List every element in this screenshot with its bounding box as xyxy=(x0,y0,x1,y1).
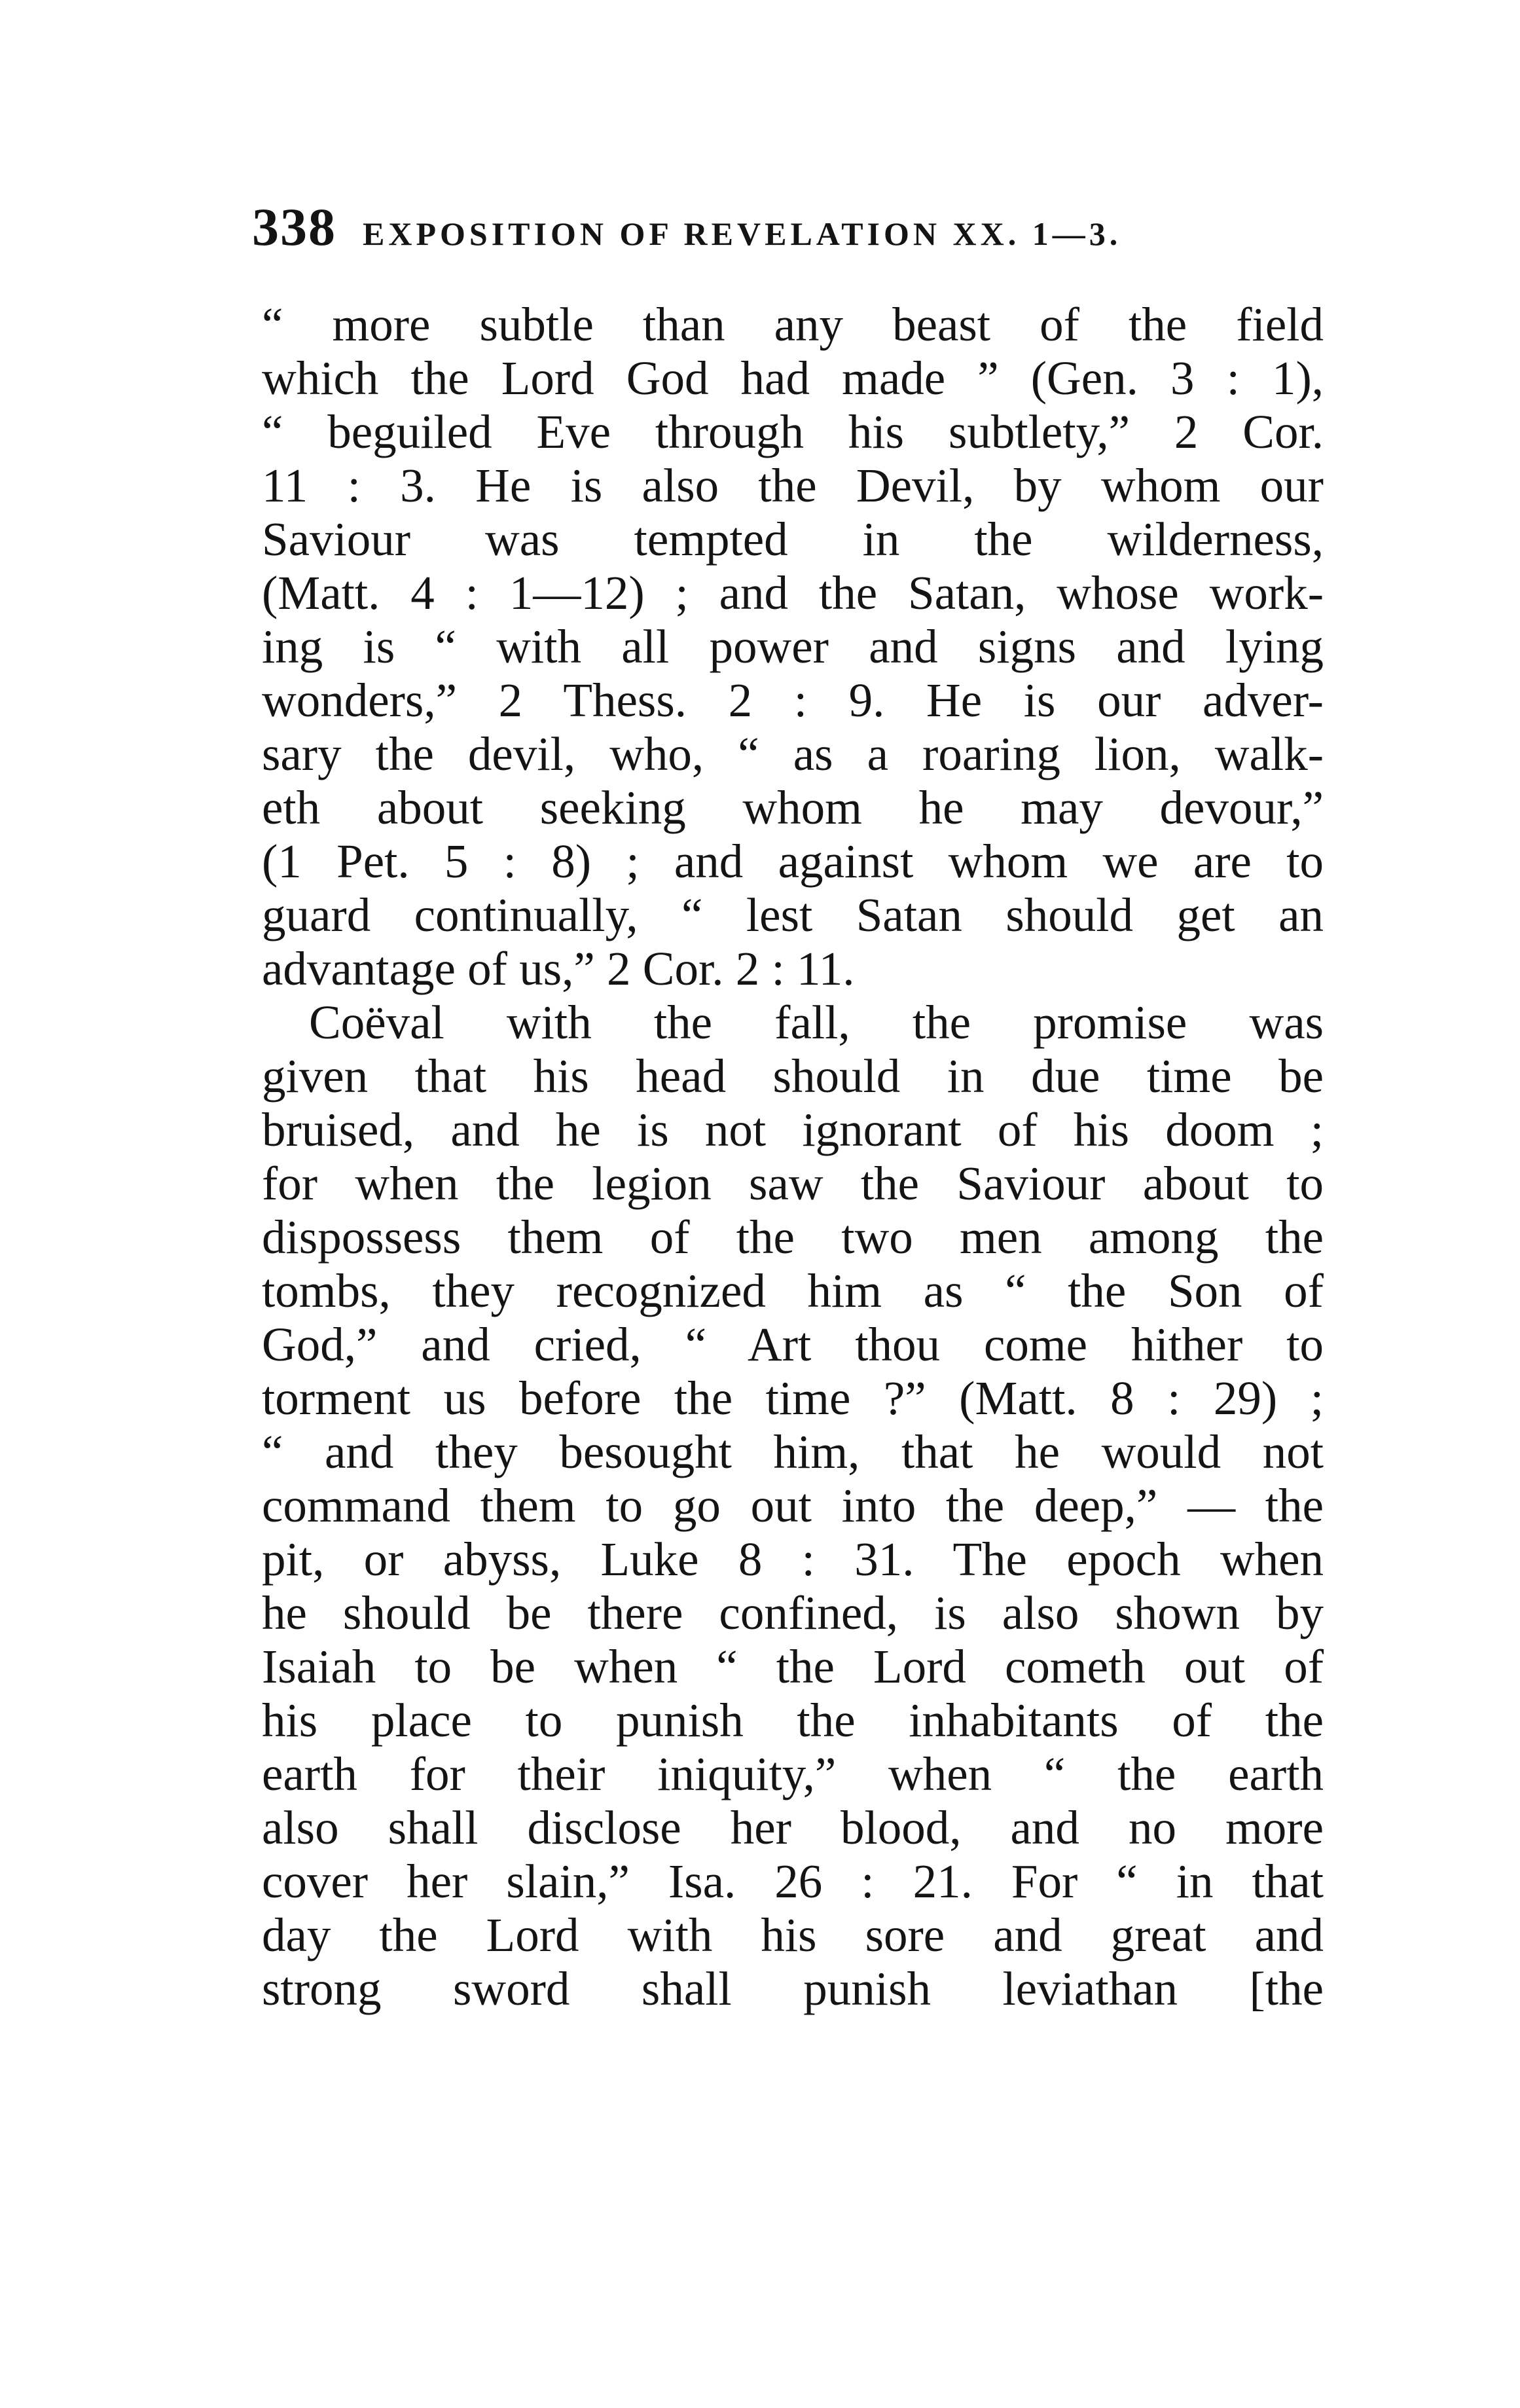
text-line: earth for their iniquity,” when “ the earth xyxy=(262,1747,1324,1800)
text-line: his place to punish the inhabitants of the xyxy=(262,1694,1324,1747)
text-line: which the Lord God had made ” (Gen. 3 : 1), xyxy=(262,352,1324,405)
text-line: cover her slain,” Isa. 26 : 21. For “ in that xyxy=(262,1855,1324,1908)
text-line: Coëval with the fall, the promise was xyxy=(309,996,1324,1049)
text-line: given that his head should in due time be xyxy=(262,1049,1324,1103)
body-text xyxy=(262,298,1324,2016)
text-line: “ and they besought him, that he would not xyxy=(262,1425,1324,1478)
text-line: advantage of us,” 2 Cor. 2 : 11. xyxy=(262,942,855,995)
text-line: sary the devil, who, “ as a roaring lion, walk- xyxy=(262,727,1324,780)
text-line: tombs, they recognized him as “ the Son of xyxy=(262,1264,1324,1317)
text-line: torment us before the time ?” (Matt. 8 : 29) ; xyxy=(262,1372,1324,1425)
text-line: (1 Pet. 5 : 8) ; and against whom we are to xyxy=(262,835,1324,888)
text-line: God,” and cried, “ Art thou come hither to xyxy=(262,1318,1324,1371)
text-line: 11 : 3. He is also the Devil, by whom our xyxy=(262,459,1324,512)
text-line: pit, or abyss, Luke 8 : 31. The epoch when xyxy=(262,1533,1324,1586)
text-line: guard continually, “ lest Satan should get an xyxy=(262,888,1324,941)
text-line: dispossess them of the two men among the xyxy=(262,1211,1324,1264)
text-line: also shall disclose her blood, and no more xyxy=(262,1801,1324,1854)
text-line: for when the legion saw the Saviour about to xyxy=(262,1157,1324,1210)
text-line: (Matt. 4 : 1—12) ; and the Satan, whose work- xyxy=(262,566,1324,619)
text-line: Isaiah to be when “ the Lord cometh out of xyxy=(262,1640,1324,1693)
text-line: “ more subtle than any beast of the field xyxy=(262,298,1324,351)
page-number: 338 xyxy=(252,197,336,257)
text-line: Saviour was tempted in the wilderness, xyxy=(262,513,1324,566)
text-line: he should be there confined, is also shown by xyxy=(262,1586,1324,1639)
text-line: wonders,” 2 Thess. 2 : 9. He is our adver- xyxy=(262,674,1324,727)
text-line: day the Lord with his sore and great and xyxy=(262,1908,1324,1961)
text-line: “ beguiled Eve through his subtlety,” 2 Cor. xyxy=(262,405,1324,458)
running-head: EXPOSITION OF REVELATION XX. 1—3. xyxy=(363,215,1122,252)
page-header xyxy=(252,196,1326,268)
text-line: eth about seeking whom he may devour,” xyxy=(262,781,1324,834)
text-line: command them to go out into the deep,” — the xyxy=(262,1479,1324,1532)
text-line: strong sword shall punish leviathan [the xyxy=(262,1962,1324,2015)
text-line: ing is “ with all power and signs and lying xyxy=(262,620,1324,673)
paragraph xyxy=(262,996,1324,2016)
text-line: bruised, and he is not ignorant of his doom ; xyxy=(262,1103,1324,1156)
paragraph xyxy=(262,298,1324,996)
